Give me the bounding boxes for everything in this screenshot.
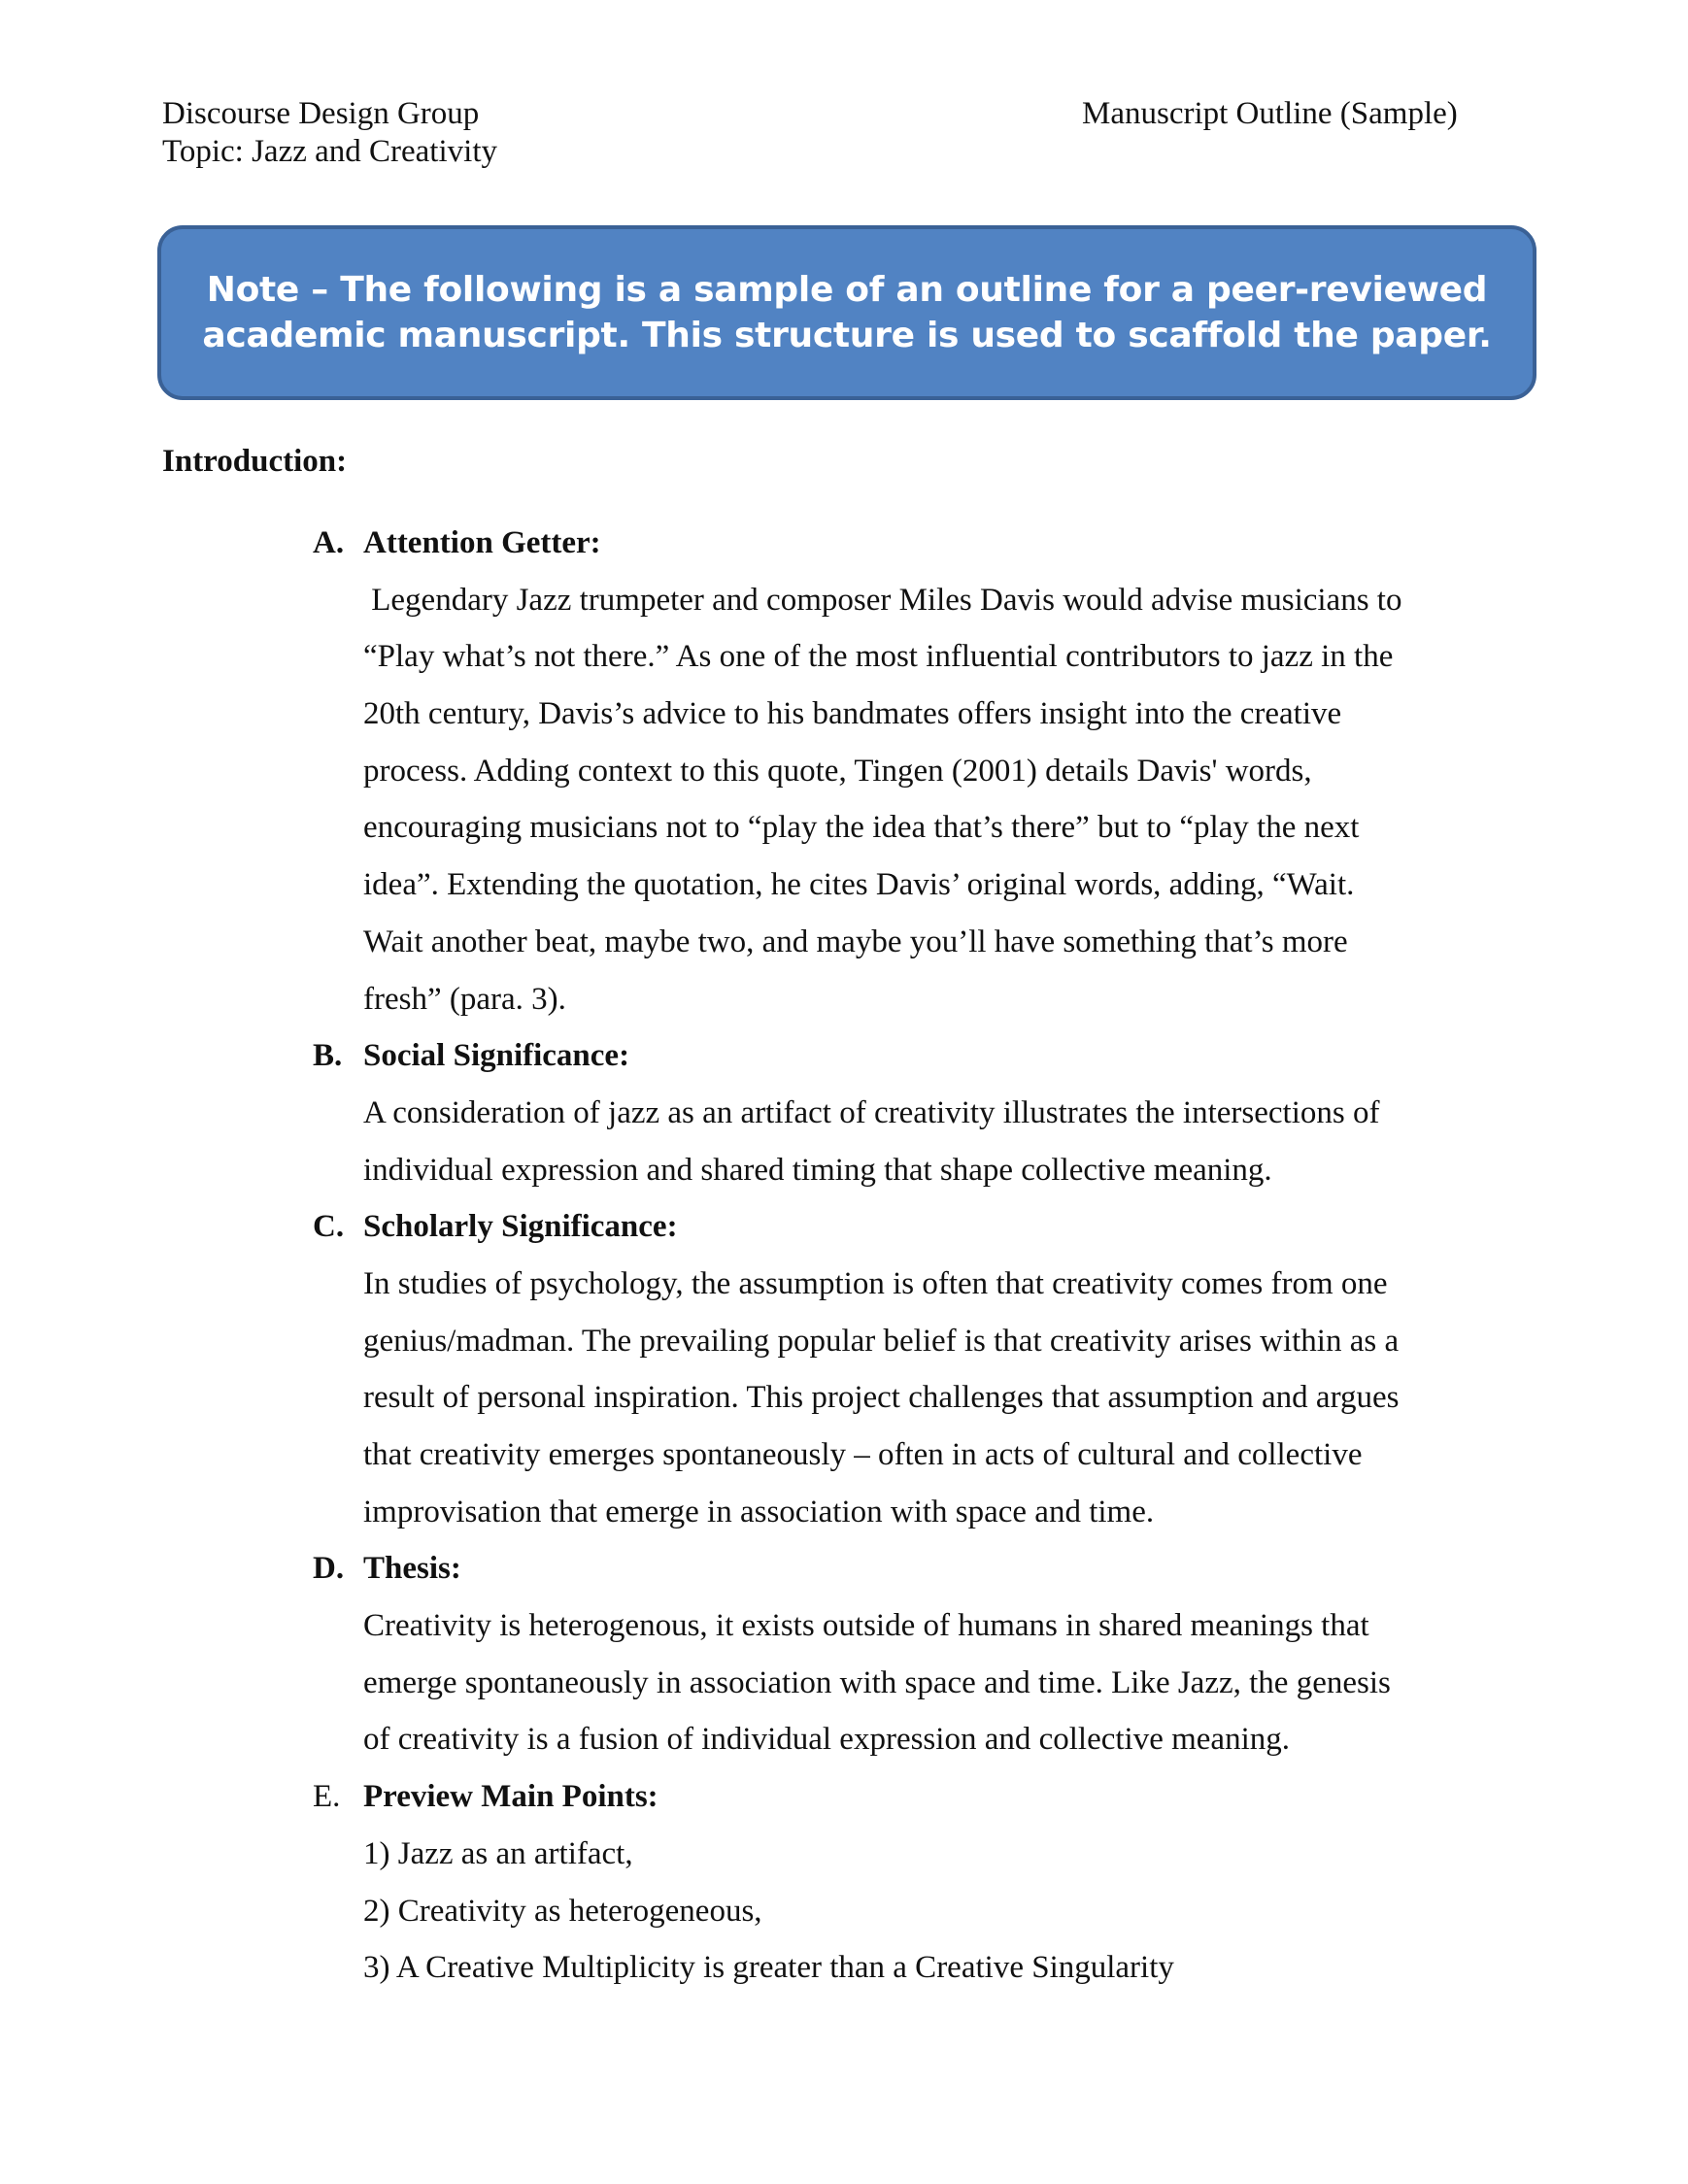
item-heading — [313, 1198, 1469, 1256]
main-point: 2) Creativity as heterogeneous, — [363, 1893, 762, 1929]
body-line: idea”. Extending the quotation, he cites Davis’ original words, adding, “Wait. — [363, 867, 1355, 903]
item-body — [363, 1256, 1469, 1540]
outline-item-preview-main-points — [313, 1768, 1469, 1997]
outline-item-social-significance — [313, 1027, 1469, 1198]
note-callout — [157, 225, 1536, 400]
note-text: Note – The following is a sample of an outline for a peer-reviewed academic manuscript. This structure is used to scaffold the paper. — [202, 270, 1492, 355]
main-point: 3) A Creative Multiplicity is greater than a Creative Singularity — [363, 1950, 1174, 1986]
body-line: genius/madman. The prevailing popular belief is that creativity arises within as a — [363, 1323, 1400, 1359]
body-line: process. Adding context to this quote, Tingen (2001) details Davis' words, — [363, 753, 1312, 789]
body-line: emerge spontaneously in association with space and time. Like Jazz, the genesis — [363, 1664, 1391, 1700]
main-point: 1) Jazz as an artifact, — [363, 1835, 633, 1871]
item-heading — [313, 1027, 1469, 1085]
item-body — [363, 572, 1469, 1028]
body-line: A consideration of jazz as an artifact of creativity illustrates the intersections of — [363, 1094, 1380, 1130]
body-line: Wait another beat, maybe two, and maybe you’ll have something that’s more — [363, 924, 1348, 959]
body-line: 20th century, Davis’s advice to his bandmates offers insight into the creative — [363, 696, 1342, 732]
introduction-heading: Introduction: — [162, 444, 348, 479]
item-title: Social Significance: — [363, 1038, 630, 1074]
item-heading — [313, 515, 1469, 572]
body-line: fresh” (para. 3). — [363, 981, 566, 1017]
item-title: Attention Getter: — [363, 525, 601, 560]
body-line: encouraging musicians not to “play the idea that’s there” but to “play the next — [363, 810, 1360, 846]
body-line: “Play what’s not there.” As one of the most influential contributors to jazz in the — [363, 639, 1394, 675]
item-letter: A. — [313, 525, 345, 560]
body-line: In studies of psychology, the assumption is often that creativity comes from one — [363, 1265, 1388, 1301]
body-line: Legendary Jazz trumpeter and composer Miles Davis would advise musicians to — [363, 582, 1402, 618]
item-heading — [313, 1768, 1469, 1826]
outline-list — [313, 515, 1469, 1997]
item-heading — [313, 1540, 1469, 1597]
org-name: Discourse Design Group — [162, 96, 480, 131]
outline-item-scholarly-significance — [313, 1198, 1469, 1540]
item-title: Preview Main Points: — [363, 1779, 658, 1815]
body-line: improvisation that emerge in association with space and time. — [363, 1494, 1155, 1529]
item-letter: C. — [313, 1209, 345, 1245]
header-left — [162, 95, 497, 171]
topic-line: Topic: Jazz and Creativity — [162, 134, 497, 169]
item-letter: B. — [313, 1038, 343, 1074]
item-body — [363, 1597, 1469, 1768]
item-title: Thesis: — [363, 1551, 461, 1587]
item-title: Scholarly Significance: — [363, 1209, 678, 1245]
body-line: result of personal inspiration. This project challenges that assumption and argues — [363, 1380, 1400, 1416]
item-body — [363, 1826, 1469, 1997]
outline-item-thesis — [313, 1540, 1469, 1768]
body-line: that creativity emerges spontaneously – often in acts of cultural and collective — [363, 1437, 1363, 1472]
outline-item-attention-getter — [313, 515, 1469, 1027]
item-body — [363, 1085, 1469, 1198]
body-line: Creativity is heterogenous, it exists outside of humans in shared meanings that — [363, 1608, 1369, 1644]
item-letter: E. — [313, 1779, 341, 1815]
item-letter: D. — [313, 1551, 345, 1587]
body-line: of creativity is a fusion of individual expression and collective meaning. — [363, 1722, 1290, 1758]
body-line: individual expression and shared timing that shape collective meaning. — [363, 1152, 1272, 1188]
document-title: Manuscript Outline (Sample) — [1082, 96, 1458, 131]
